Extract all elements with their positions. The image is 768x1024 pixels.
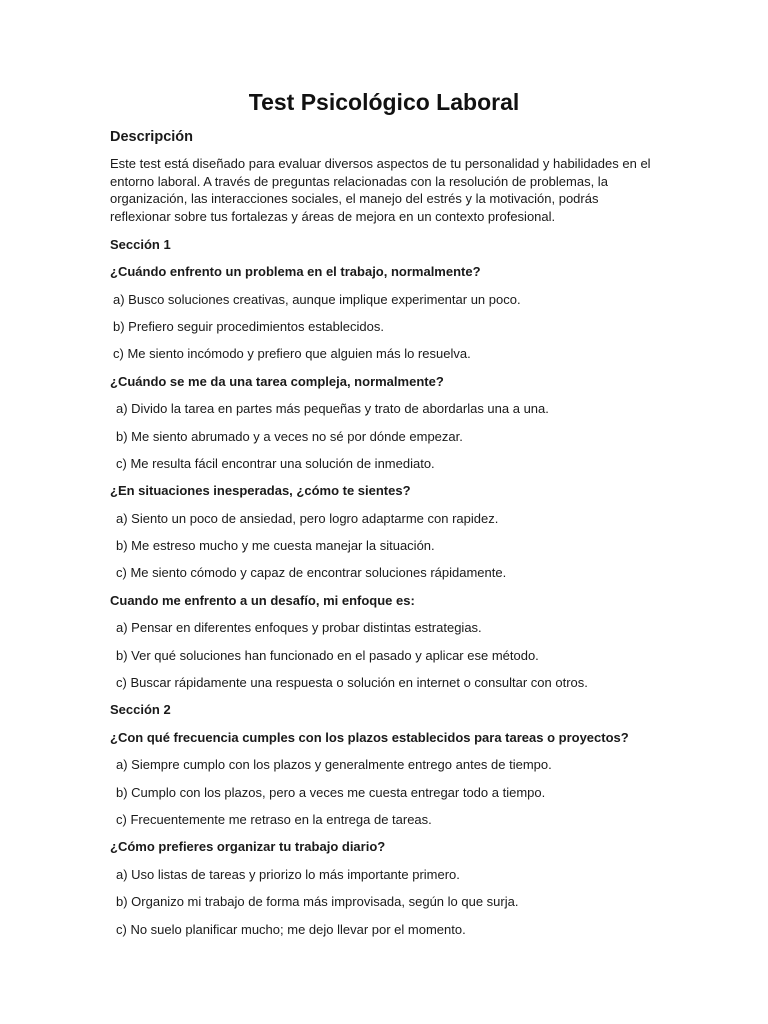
- answer-option: a) Siento un poco de ansiedad, pero logro adaptarme con rapidez.: [116, 510, 499, 526]
- answer-option: a) Busco soluciones creativas, aunque implique experimentar un poco.: [113, 291, 521, 307]
- question-text: ¿Con qué frecuencia cumples con los plazos establecidos para tareas o proyectos?: [110, 729, 629, 745]
- answer-option: c) No suelo planificar mucho; me dejo llevar por el momento.: [116, 921, 466, 937]
- question-text: ¿Cómo prefieres organizar tu trabajo diario?: [110, 839, 386, 855]
- answer-option: a) Pensar en diferentes enfoques y probar distintas estrategias.: [116, 620, 482, 636]
- question-list: [110, 236, 658, 938]
- question-text: ¿En situaciones inesperadas, ¿cómo te sientes?: [110, 483, 411, 499]
- answer-option: c) Frecuentemente me retraso en la entrega de tareas.: [116, 811, 432, 827]
- section-heading: Sección 2: [110, 702, 171, 718]
- answer-option: b) Me estreso mucho y me cuesta manejar la situación.: [116, 538, 435, 554]
- answer-option: b) Organizo mi trabajo de forma más improvisada, según lo que surja.: [116, 894, 519, 910]
- answer-option: c) Me siento incómodo y prefiero que alguien más lo resuelva.: [113, 346, 471, 362]
- description-paragraph: Este test está diseñado para evaluar diversos aspectos de tu personalidad y habilidades en el entorno laboral. A través de preguntas relacionadas con la resolución de problemas, la organización, las interacciones sociales, el manejo del estrés y la motivación, podrás reflexionar sobre tus fortalezas y áreas de mejora en un contexto profesional.: [110, 156, 651, 224]
- answer-option: a) Uso listas de tareas y priorizo lo más importante primero.: [116, 866, 460, 882]
- question-text: ¿Cuándo enfrento un problema en el trabajo, normalmente?: [110, 264, 481, 280]
- answer-option: c) Buscar rápidamente una respuesta o solución en internet o consultar con otros.: [116, 675, 588, 691]
- description-heading: Descripción: [110, 129, 193, 145]
- answer-option: b) Prefiero seguir procedimientos establecidos.: [113, 318, 384, 334]
- answer-option: a) Divido la tarea en partes más pequeñas y trato de abordarlas una a una.: [116, 401, 549, 417]
- section-heading: Sección 1: [110, 236, 171, 252]
- page-title: Test Psicológico Laboral: [248, 89, 520, 115]
- answer-option: b) Ver qué soluciones han funcionado en el pasado y aplicar ese método.: [116, 647, 539, 663]
- answer-option: c) Me resulta fácil encontrar una solución de inmediato.: [116, 455, 435, 471]
- question-text: Cuando me enfrento a un desafío, mi enfoque es:: [110, 592, 415, 608]
- answer-option: c) Me siento cómodo y capaz de encontrar soluciones rápidamente.: [116, 565, 507, 581]
- answer-option: a) Siempre cumplo con los plazos y generalmente entrego antes de tiempo.: [116, 757, 552, 773]
- answer-option: b) Me siento abrumado y a veces no sé por dónde empezar.: [116, 428, 463, 444]
- answer-option: b) Cumplo con los plazos, pero a veces me cuesta entregar todo a tiempo.: [116, 784, 546, 800]
- question-text: ¿Cuándo se me da una tarea compleja, normalmente?: [110, 373, 444, 389]
